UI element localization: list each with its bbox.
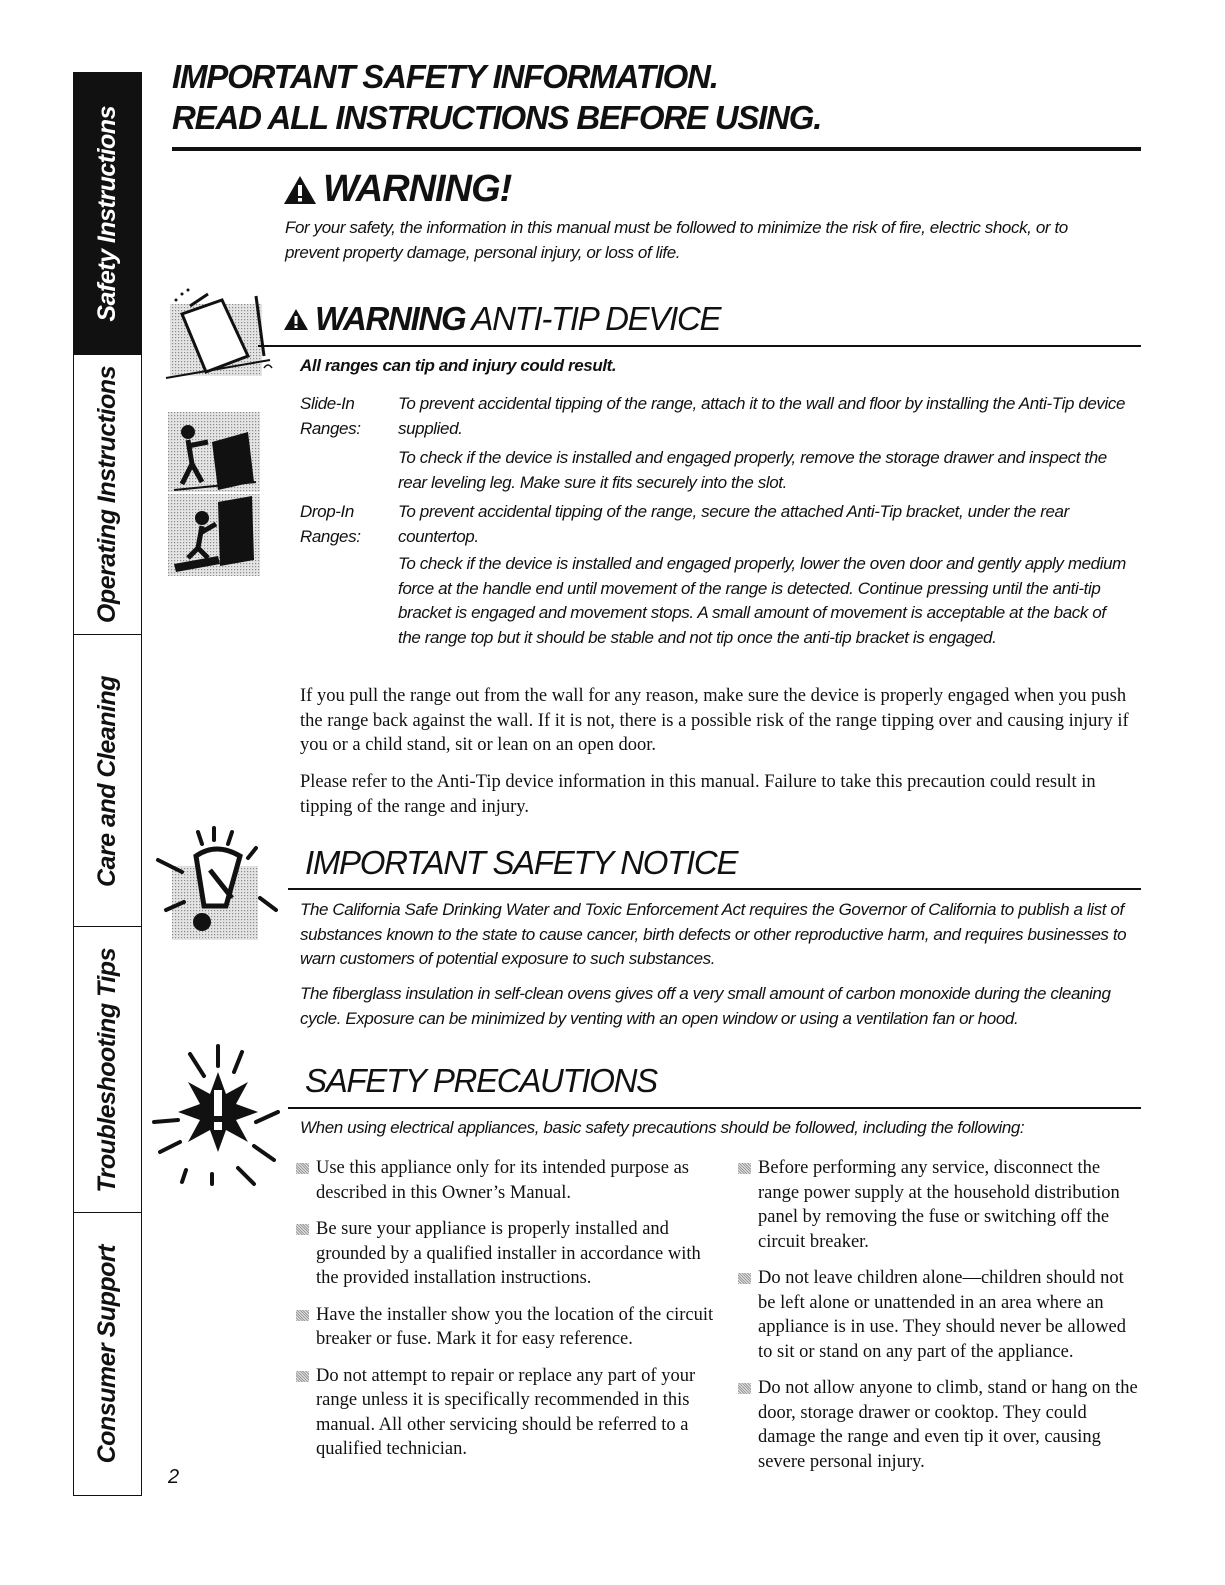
tab-operating-instructions[interactable]: [73, 354, 142, 635]
precautions-right-column: [738, 1156, 1138, 1486]
precautions-rule: [288, 1107, 1141, 1109]
page-header: [172, 56, 1142, 138]
bullet-square-icon: [738, 1273, 751, 1284]
header-line-2: READ ALL INSTRUCTIONS BEFORE USING.: [172, 99, 822, 136]
precaution-item: [738, 1266, 1138, 1364]
tab-label: Care and Cleaning: [93, 675, 121, 887]
bullet-square-icon: [296, 1163, 309, 1174]
precaution-text: Do not attempt to repair or replace any part of your range unless it is specifically recommended in this manual. All other servicing should be referred to a qualified technician.: [316, 1365, 696, 1459]
notice-heading: IMPORTANT SAFETY NOTICE: [305, 844, 738, 881]
bullet-square-icon: [296, 1224, 309, 1235]
drop-in-text-2: To check if the device is installed and engaged properly, lower the oven door and gently apply medium force at the handle end until movement of the range is detected. Continue pressing until the anti-tip bracket is engaged and movement stops. A small amount of movement is acceptable at the back of the range top but it should be stable and not tip once the anti-tip bracket is engaged.: [398, 554, 1126, 647]
tab-label: Safety Instructions: [93, 106, 121, 322]
child-on-door-icon: [168, 494, 260, 576]
notice-text-2: The fiberglass insulation in self-clean ovens gives off a very small amount of carbon monoxide during the cleaning cycle. Exposure can be minimized by venting with an open window or using a ventilation fan or hood.: [300, 984, 1111, 1028]
drop-in-text-1: To prevent accidental tipping of the range, secure the attached Anti-Tip bracket, under the rear countertop.: [398, 502, 1069, 546]
notice-text-1: The California Safe Drinking Water and Toxic Enforcement Act requires the Governor of California to publish a list of substances known to the state to cause cancer, birth defects or other reproductive harm, and requires businesses to warn customers of potential exposure to such substances.: [300, 900, 1127, 968]
warning-title-text: WARNING!: [323, 168, 512, 210]
anti-tip-paragraph-1: If you pull the range out from the wall for any reason, make sure the device is properly engaged when you push the range back against the wall. If it is not, there is a possible risk of the range tipping over and causing injury if you or a child stand, sit or lean on an open door.: [300, 686, 1129, 755]
child-climbing-door-icon: [168, 412, 260, 492]
precautions-left-column: [296, 1156, 720, 1474]
precaution-text: Do not leave children alone—children should not be left alone or unattended in an area where an appliance is in use. They should never be allowed to sit or stand on any part of the appliance.: [758, 1268, 1127, 1362]
precaution-item: [296, 1217, 720, 1291]
tab-safety-instructions[interactable]: [73, 72, 142, 355]
bullet-square-icon: [296, 1310, 309, 1321]
bullet-square-icon: [738, 1163, 751, 1174]
bullet-square-icon: [738, 1383, 751, 1394]
tab-label: Operating Instructions: [93, 366, 121, 624]
precaution-text: Have the installer show you the location of the circuit breaker or fuse. Mark it for easy reference.: [316, 1304, 714, 1349]
anti-tip-heading-rest: ANTI-TIP DEVICE: [471, 300, 721, 337]
precaution-text: Be sure your appliance is properly installed and grounded by a qualified installer in accordance with the provided installation instructions.: [316, 1219, 701, 1288]
header-rule: [172, 147, 1141, 151]
anti-tip-heading-bold: WARNING: [315, 300, 466, 337]
precautions-intro: When using electrical appliances, basic safety precautions should be followed, including the following:: [300, 1118, 1025, 1137]
bulb-notice-icon: [148, 826, 288, 946]
tab-label: Consumer Support: [93, 1244, 121, 1464]
tab-label: Troubleshooting Tips: [93, 947, 121, 1193]
range-tipping-icon: [160, 286, 276, 382]
slide-in-text-1: To prevent accidental tipping of the range, attach it to the wall and floor by installing the Anti-Tip device supplied.: [398, 394, 1126, 438]
slide-in-text-2: To check if the device is installed and engaged properly, remove the storage drawer and inspect the rear leveling leg. Make sure it fits securely into the slot.: [398, 448, 1107, 492]
precaution-item: [738, 1156, 1138, 1254]
precaution-item: [296, 1303, 720, 1352]
precautions-heading: SAFETY PRECAUTIONS: [305, 1062, 657, 1099]
warning-title: [283, 168, 511, 211]
precaution-text: Do not allow anyone to climb, stand or hang on the door, storage drawer or cooktop. They could damage the range and even tip it over, causing severe personal injury.: [758, 1378, 1138, 1472]
tab-consumer-support[interactable]: [73, 1212, 142, 1496]
anti-tip-heading: [283, 300, 720, 338]
tab-care-and-cleaning[interactable]: [73, 634, 142, 927]
warning-triangle-icon: [283, 308, 309, 331]
warning-triangle-icon: [283, 175, 317, 205]
precaution-item: [738, 1376, 1138, 1474]
notice-rule: [288, 888, 1141, 890]
warning-text: For your safety, the information in this manual must be followed to minimize the risk of fire, electric shock, or to prevent property damage, personal injury, or loss of life.: [285, 218, 1068, 262]
precaution-item: [296, 1156, 720, 1205]
anti-tip-subheading: All ranges can tip and injury could result.: [300, 356, 617, 375]
precaution-text: Before performing any service, disconnect the range power supply at the household distribution panel by removing the fuse or switching off the circuit breaker.: [758, 1158, 1120, 1252]
hazard-burst-icon: [150, 1042, 286, 1188]
tab-troubleshooting-tips[interactable]: [73, 926, 142, 1213]
anti-tip-rule: [258, 345, 1141, 347]
bullet-square-icon: [296, 1371, 309, 1382]
anti-tip-paragraph-2: Please refer to the Anti-Tip device information in this manual. Failure to take this precaution could result in tipping of the range and injury.: [300, 772, 1096, 817]
header-line-1: IMPORTANT SAFETY INFORMATION.: [172, 58, 718, 95]
precaution-item: [296, 1364, 720, 1462]
sidebar-tabs: [73, 72, 142, 1496]
page-number: 2: [168, 1466, 180, 1488]
slide-in-label: Slide-In Ranges:: [300, 394, 361, 438]
drop-in-label: Drop-In Ranges:: [300, 502, 361, 546]
precaution-text: Use this appliance only for its intended purpose as described in this Owner’s Manual.: [316, 1158, 689, 1203]
